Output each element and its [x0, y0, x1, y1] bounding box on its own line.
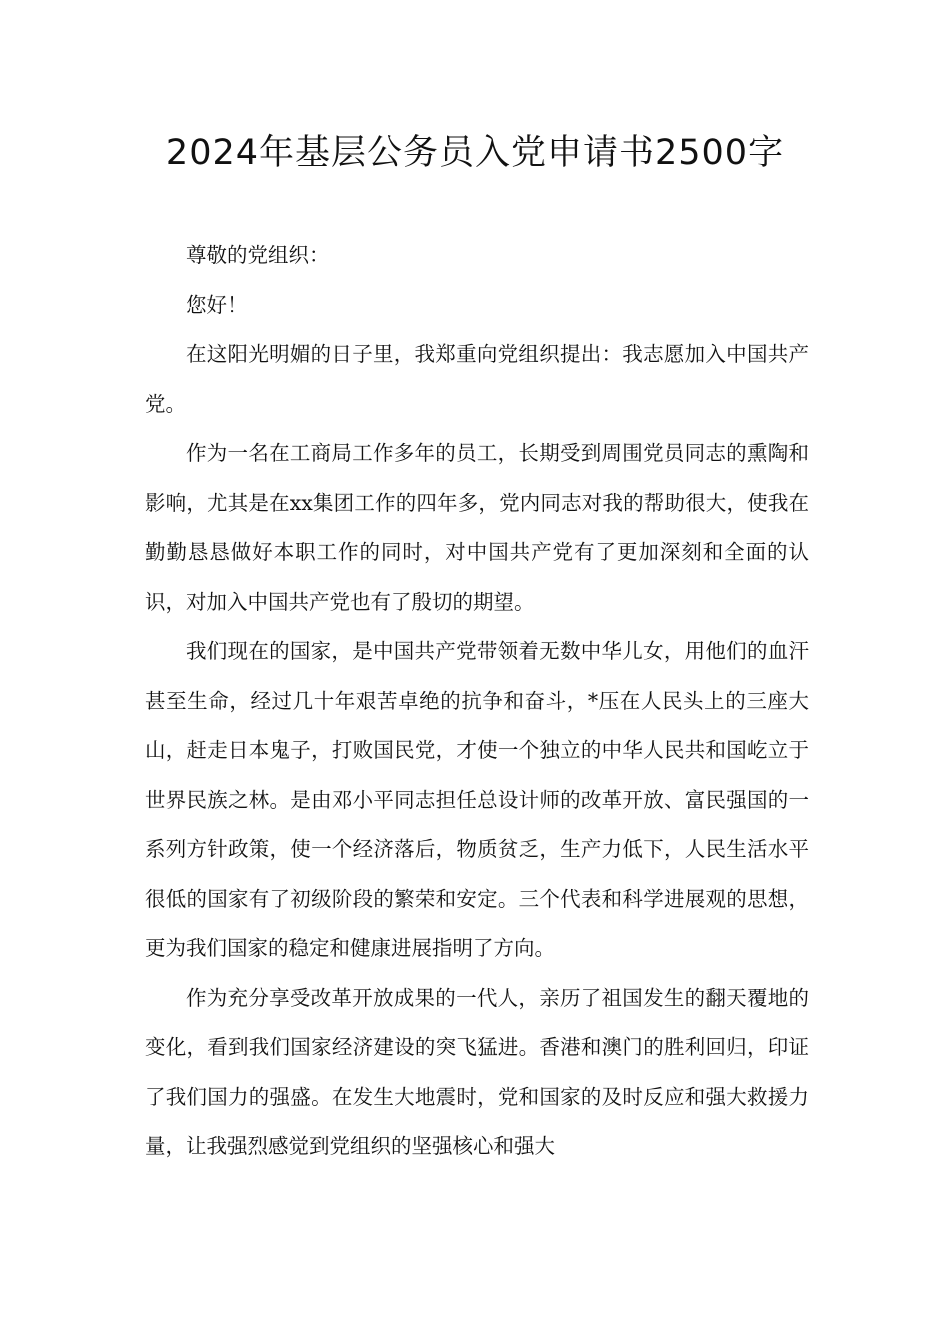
greeting: 您好！ — [186, 292, 248, 317]
document-body — [145, 231, 809, 1172]
document-title: 2024年基层公务员入党申请书2500字 — [165, 133, 785, 173]
paragraph: 作为一名在工商局工作多年的员工，长期受到周围党员同志的熏陶和影响，尤其是在xx集团工作的四年多，党内同志对我的帮助很大，使我在勤勤恳恳做好本职工作的同时，对中国共产党有了更加深刻和全面的认识，对加入中国共产党也有了殷切的期望。 — [145, 441, 809, 614]
salutation: 尊敬的党组织： — [186, 243, 330, 267]
paragraph: 在这阳光明媚的日子里，我郑重向党组织提出：我志愿加入中国共产党。 — [145, 342, 809, 416]
paragraph: 我们现在的国家，是中国共产党带领着无数中华儿女，用他们的血汗甚至生命，经过几十年艰苦卓绝的抗争和奋斗，*压在人民头上的三座大山，赶走日本鬼子，打败国民党，才使一个独立的中华人民共和国屹立于世界民族之林。是由邓小平同志担任总设计师的改革开放、富民强国的一系列方针政策，使一个经济落后，物质贫乏，生产力低下，人民生活水平很低的国家有了初级阶段的繁荣和安定。三个代表和科学进展观的思想，更为我们国家的稳定和健康进展指明了方向。 — [145, 639, 809, 960]
paragraph: 作为充分享受改革开放成果的一代人，亲历了祖国发生的翻天覆地的变化，看到我们国家经济建设的突飞猛进。香港和澳门的胜利回归，印证了我们国力的强盛。在发生大地震时，党和国家的及时反应和强大救援力量，让我强烈感觉到党组织的坚强核心和强大 — [145, 985, 809, 1158]
